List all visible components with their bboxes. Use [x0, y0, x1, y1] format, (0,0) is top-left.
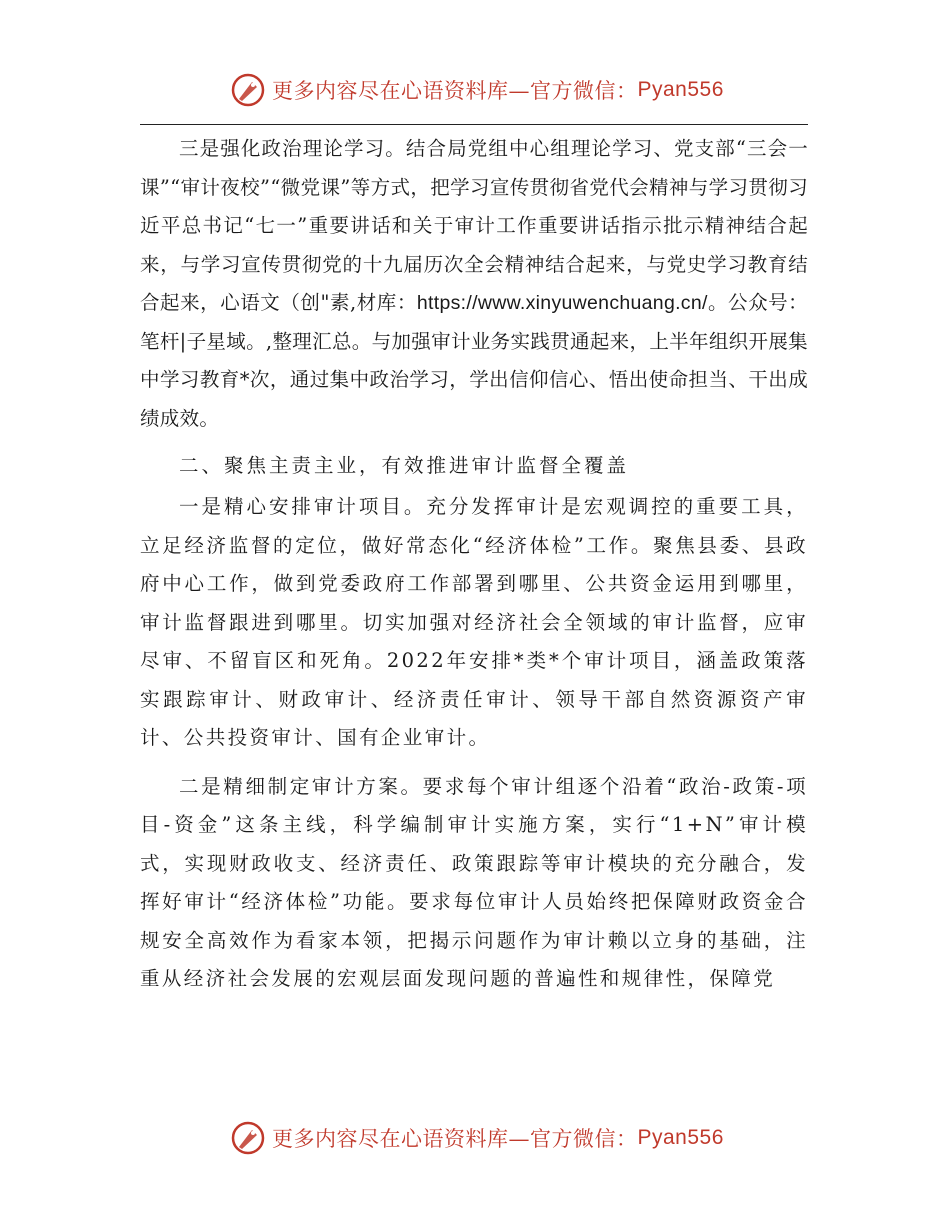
footer-banner-text: 更多内容尽在心语资料库—官方微信： — [272, 1127, 638, 1151]
header-banner — [230, 70, 724, 110]
header-divider — [140, 124, 808, 125]
pen-nib-logo-icon — [230, 1120, 266, 1156]
section-heading-2: 二、聚焦主责主业，有效推进审计监督全覆盖 — [179, 454, 630, 477]
pen-nib-logo-icon — [230, 72, 266, 108]
header-wechat-id: Pyan556 — [637, 78, 724, 101]
header-banner-text: 更多内容尽在心语资料库—官方微信： — [272, 79, 638, 103]
paragraph-political-study — [140, 130, 808, 438]
paragraph-audit-projects: 一是精心安排审计项目。充分发挥审计是宏观调控的重要工具，立足经济监督的定位，做好常态化“经济体检”工作。聚焦县委、县政府中心工作，做到党委政府工作部署到哪里、公共资金运用到哪里，审计监督跟进到哪里。切实加强对经济社会全领域的审计监督，应审尽审、不留盲区和死角。2022年安排*类*个审计项目，涵盖政策落实跟踪审计、财政审计、经济责任审计、领导干部自然资源资产审计、公共投资审计、国有企业审计。 — [140, 495, 808, 749]
source-url: https://www.xinyuwenchuang.cn/ — [416, 292, 708, 314]
document-body — [140, 130, 808, 999]
paragraph-political-study-tail: 。公众号：笔杆|子星域。,整理汇总。与加强审计业务实践贯通起来，上半年组织开展集中学习教育*次，通过集中政治学习，学出信仰信心、悟出使命担当、干出成绩成效。 — [140, 291, 808, 430]
footer-banner — [230, 1118, 724, 1158]
paragraph-audit-plan: 二是精细制定审计方案。要求每个审计组逐个沿着“政治-政策-项目-资金”这条主线，科学编制审计实施方案，实行“1+N”审计模式，实现财政收支、经济责任、政策跟踪等审计模块的充分融合，发挥好审计“经济体检”功能。要求每位审计人员始终把保障财政资金合规安全高效作为看家本领，把揭示问题作为审计赖以立身的基础，注重从经济社会发展的宏观层面发现问题的普遍性和规律性，保障党 — [140, 774, 808, 990]
footer-wechat-id: Pyan556 — [637, 1126, 724, 1149]
paragraph-political-study-text: 三是强化政治理论学习。结合局党组中心组理论学习、党支部“三会一课”“审计夜校”“微党课”等方式，把学习宣传贯彻省党代会精神与学习贯彻习近平总书记“七一”重要讲话和关于审计工作重要讲话指示批示精神结合起来，与学习宣传贯彻党的十九届历次全会精神结合起来，与党史学习教育结合起来，心语文（创"素,材库： — [140, 137, 808, 314]
